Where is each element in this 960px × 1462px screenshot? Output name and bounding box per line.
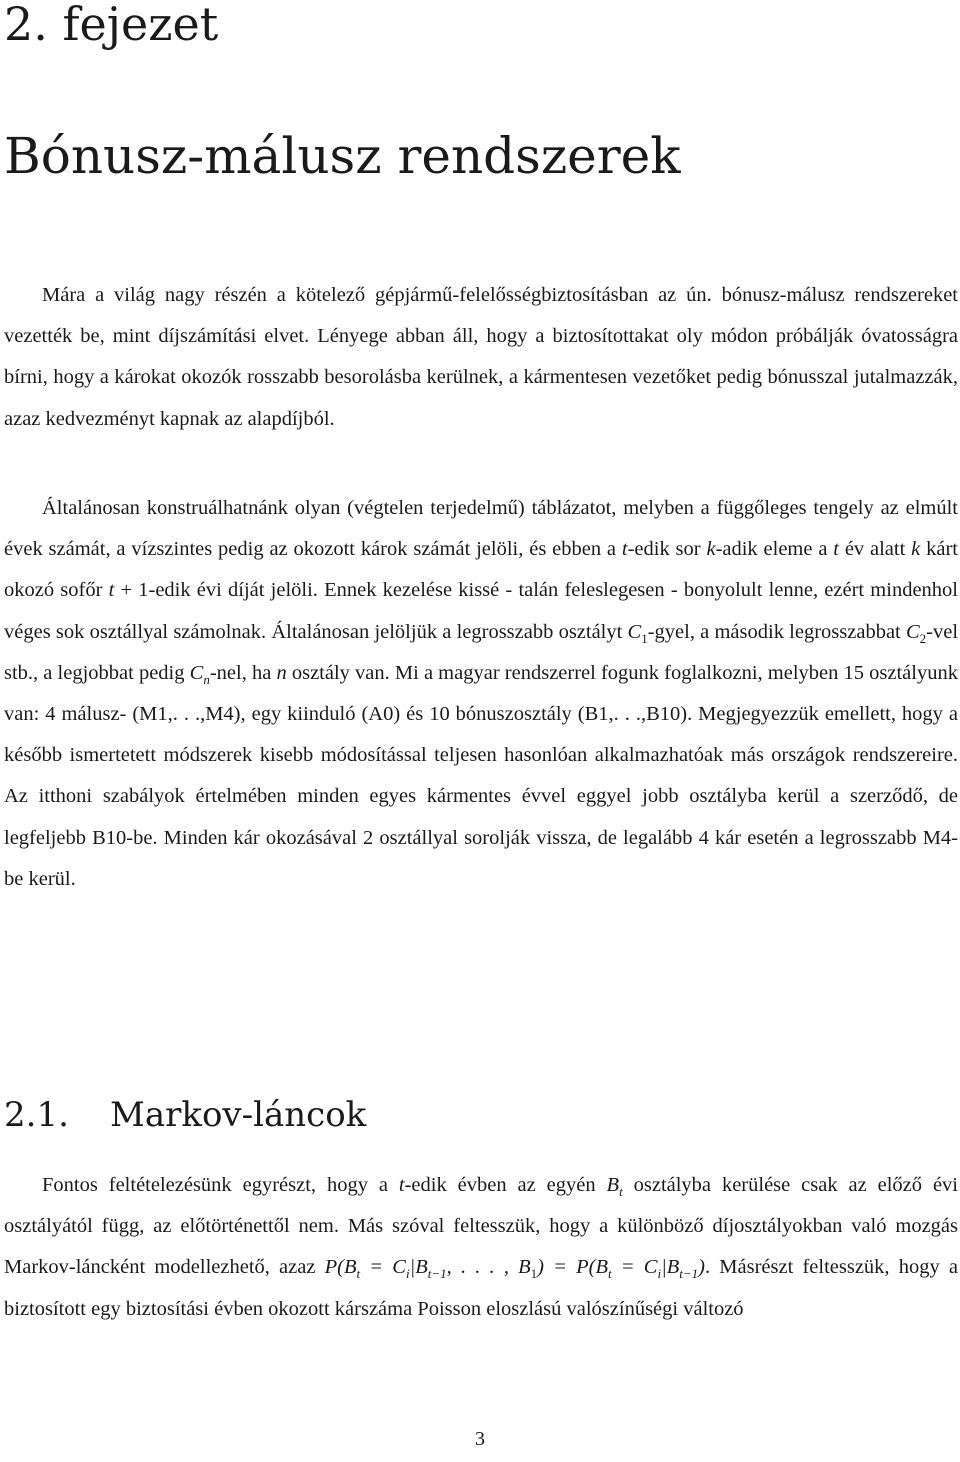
text-run: -gyel, a második legrosszabbat: [647, 620, 906, 643]
formula-part: = C: [611, 1256, 658, 1279]
formula-part: = C: [360, 1256, 406, 1279]
text-run: -edik évben az egyén: [404, 1174, 607, 1196]
formula-part: P(B: [324, 1256, 357, 1279]
math-var: t: [833, 538, 839, 561]
section-title: Markov-láncok: [110, 1095, 367, 1135]
math-var: C: [627, 620, 642, 643]
text-run: Általánosan konstruálhatnánk olyan (végtelen terjedelmű) táblázatot, melyben a függőleges tengely az elmúlt évek számát, a vízszintes pedig az okozott károk számát jelöli, és ebben a: [4, 497, 958, 561]
text-run: -nel, ha: [209, 661, 277, 684]
math-var: C: [189, 661, 204, 684]
math-subscript: t−1: [427, 1266, 447, 1282]
text-run: kárt okozó sofőr: [4, 538, 958, 602]
math-var: n: [276, 661, 287, 684]
math-subscript: t−1: [679, 1266, 699, 1282]
formula-part: ) = P(B: [537, 1256, 609, 1279]
math-subscript: i: [405, 1266, 410, 1282]
math-subscript: 2: [919, 630, 927, 646]
math-subscript: n: [203, 671, 210, 687]
math-subscript: t: [619, 1184, 623, 1200]
text-run: . Másrészt feltesszük, hogy a biztosított egy biztosítási évben okozott kárszáma Poisson eloszlású valószínűségi változó: [4, 1256, 958, 1320]
math-var: C: [905, 620, 920, 643]
text-run: + 1-edik évi díját jelöli. Ennek kezelése kissé - talán feleslegesen - bonyolult lenne, ezért mindenhol véges sok osztállyal számolnak. Általánosan jelöljük a legrosszabb osztályt: [4, 579, 958, 643]
math-var: t: [108, 579, 115, 602]
text-run: -edik sor: [627, 538, 707, 561]
chapter-label: 2. fejezet: [4, 0, 219, 51]
text-run: Fontos feltételezésünk egyrészt, hogy a: [42, 1174, 399, 1196]
math-var: t: [621, 538, 628, 561]
math-subscript: 1: [530, 1266, 538, 1282]
formula-part: |B: [409, 1256, 428, 1279]
math-var: t: [398, 1174, 405, 1196]
math-subscript: 1: [641, 630, 648, 646]
math-subscript: i: [657, 1266, 662, 1282]
text-run: -vel stb., a legjobbat pedig: [4, 620, 959, 684]
formula-part: ): [698, 1256, 705, 1279]
math-var: k: [911, 538, 921, 561]
intro-paragraph: Mára a világ nagy részén a kötelező gépjármű-felelősségbiztosításban az ún. bónusz-málusz rendszereket vezették be, mint díjszámítási elvet. Lényege abban áll, hogy a biztosítottakat oly módon próbálják óvatosságra bírni, hogy a károkat okozók rosszabb besorolásba kerülnek, a kármentesen vezetőket pedig bónusszal jutalmazzák, azaz kedvezményt kapnak az alapdíjból.: [4, 284, 958, 430]
math-var: B: [606, 1174, 620, 1196]
formula-part: |B: [661, 1256, 680, 1279]
markov-paragraph: [4, 1165, 958, 1330]
math-subscript: t: [356, 1266, 361, 1282]
math-var: k: [706, 538, 716, 561]
formula-part: , . . . , B: [446, 1256, 531, 1279]
page-number: 3: [475, 1428, 485, 1450]
classes-paragraph: [4, 488, 958, 900]
math-subscript: t: [608, 1266, 612, 1282]
text-run: osztályba kerülése csak az előző évi osztályától függ, az előtörténettől nem. Más szóval feltesszük, hogy a különböző díjosztályokban való mozgás Markov-láncként modellezhető, azaz: [4, 1174, 959, 1279]
formula: [324, 1256, 705, 1282]
text-run: osztály van. Mi a magyar rendszerrel fogunk foglalkozni, melyben 15 osztályunk van: 4 málusz- (M1,. . .,M4), egy kiinduló (A0) és 10 bónuszosztály (B1,. . .,B10). Megjegyezzük emellett, hogy a később ismertetett módszerek kisebb módosítással teljesen hasonlóan alkalmazhatóak más országok rendszereire. Az itthoni szabályok értelmében minden egyes kármentes évvel eggyel jobb osztályba kerül a szerződő, de legfeljebb B10-be. Minden kár okozásával 2 osztállyal sorolják vissza, de legalább 4 kár esetén a legrosszabb M4-be kerül.: [4, 661, 958, 890]
text-run: év alatt: [838, 538, 912, 561]
text-run: -adik eleme a: [715, 538, 834, 561]
section-number: 2.1.: [4, 1095, 69, 1135]
chapter-title: Bónusz-málusz rendszerek: [4, 127, 681, 185]
section-heading: [4, 1092, 366, 1138]
